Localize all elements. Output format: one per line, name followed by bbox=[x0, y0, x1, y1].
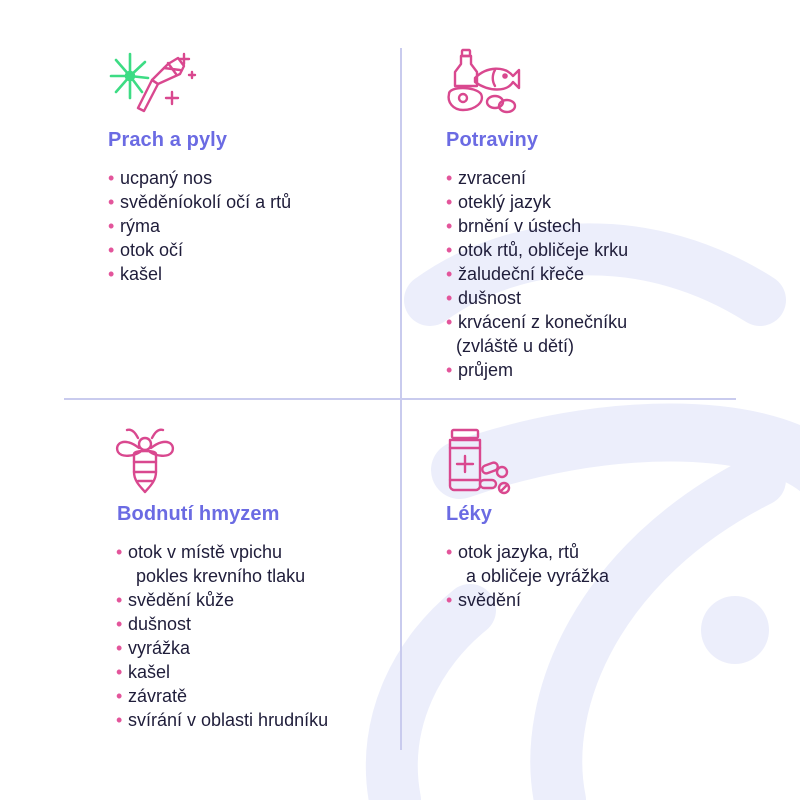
section-title: Léky bbox=[446, 503, 492, 525]
bullet: • bbox=[446, 288, 453, 308]
section-title: Potraviny bbox=[446, 129, 539, 151]
symptom-list bbox=[446, 540, 609, 612]
list-item: • vyrážka bbox=[116, 638, 191, 658]
list-item-continuation: pokles krevního tlaku bbox=[136, 566, 306, 586]
bullet: • bbox=[446, 590, 453, 610]
list-item: • průjem bbox=[446, 360, 514, 380]
bullet: • bbox=[116, 542, 123, 562]
bullet: • bbox=[446, 264, 453, 284]
list-item: • krvácení z konečníku bbox=[446, 312, 628, 332]
bullet: • bbox=[108, 264, 115, 284]
list-item: • otok v místě vpichu bbox=[116, 542, 283, 562]
list-item: • závratě bbox=[116, 686, 188, 706]
symptom-list bbox=[108, 166, 291, 286]
list-item: • kašel bbox=[116, 662, 171, 682]
list-item: • otok rtů, obličeje krku bbox=[446, 240, 629, 260]
list-item: • žaludeční křeče bbox=[446, 264, 585, 284]
list-item: • svírání v oblasti hrudníku bbox=[116, 710, 329, 730]
medicine-pills-icon bbox=[444, 428, 512, 496]
bullet: • bbox=[108, 240, 115, 260]
bullet: • bbox=[116, 710, 123, 730]
bullet: • bbox=[446, 192, 453, 212]
list-item: • oteklý jazyk bbox=[446, 192, 552, 212]
list-item: • otok jazyka, rtů bbox=[446, 542, 580, 562]
bullet: • bbox=[108, 216, 115, 236]
bullet: • bbox=[116, 638, 123, 658]
list-item: • ucpaný nos bbox=[108, 168, 213, 188]
symptom-list bbox=[446, 166, 628, 382]
list-item: • kašel bbox=[108, 264, 163, 284]
bullet: • bbox=[108, 168, 115, 188]
list-item: • brnění v ústech bbox=[446, 216, 582, 236]
bullet: • bbox=[116, 662, 123, 682]
list-item: • rýma bbox=[108, 216, 160, 236]
list-item: • svěděníokolí očí a rtů bbox=[108, 192, 292, 212]
list-item: • svědění kůže bbox=[116, 590, 235, 610]
list-item: • otok očí bbox=[108, 240, 184, 260]
bullet: • bbox=[116, 686, 123, 706]
list-item-continuation: (zvláště u dětí) bbox=[456, 336, 575, 356]
list-item: • zvracení bbox=[446, 168, 527, 188]
duster-pollen-icon bbox=[108, 48, 200, 118]
bullet: • bbox=[446, 240, 453, 260]
bullet: • bbox=[446, 360, 453, 380]
symptom-list bbox=[116, 540, 328, 732]
bullet: • bbox=[446, 216, 453, 236]
horizontal-divider bbox=[64, 398, 736, 400]
bullet: • bbox=[446, 168, 453, 188]
list-item: • dušnost bbox=[446, 288, 522, 308]
bullet: • bbox=[116, 614, 123, 634]
bee-icon bbox=[112, 426, 178, 494]
food-fish-bottle-icon bbox=[445, 48, 521, 114]
list-item: • dušnost bbox=[116, 614, 192, 634]
bullet: • bbox=[446, 542, 453, 562]
list-item-continuation: a obličeje vyrážka bbox=[466, 566, 610, 586]
bullet: • bbox=[116, 590, 123, 610]
list-item: • svědění bbox=[446, 590, 522, 610]
section-title: Bodnutí hmyzem bbox=[117, 503, 280, 525]
bullet: • bbox=[446, 312, 453, 332]
bullet: • bbox=[108, 192, 115, 212]
section-title: Prach a pyly bbox=[108, 129, 228, 151]
